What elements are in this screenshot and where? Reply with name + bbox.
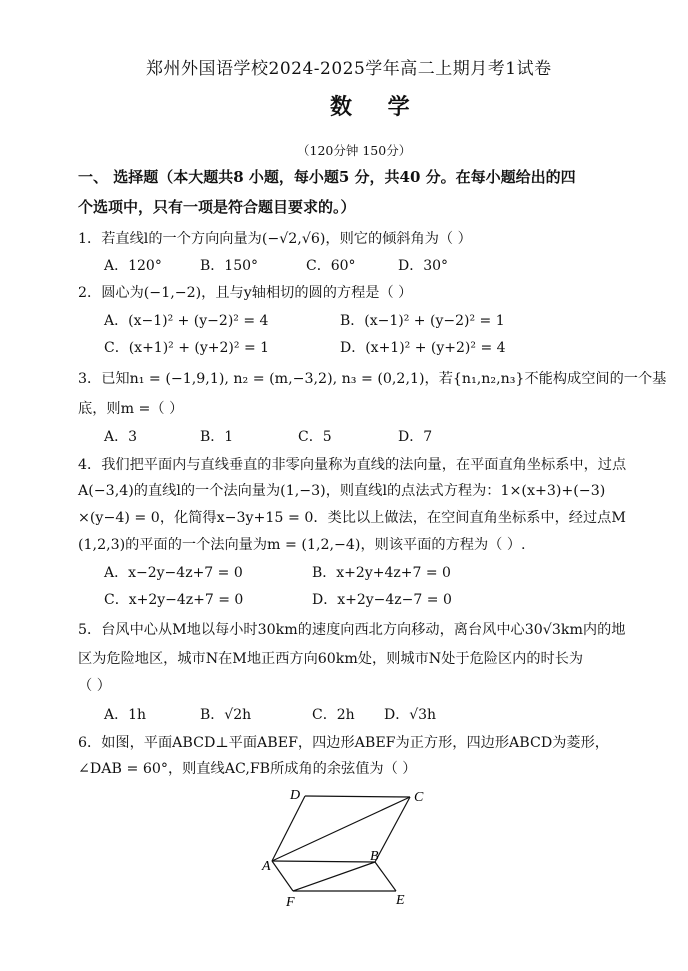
question-3-line2: 底，则m =（ ） — [78, 401, 184, 417]
figure-label-b: B — [370, 849, 379, 864]
question-5-line3: （ ） — [78, 678, 111, 694]
q2-option-c: C．(x+1)² + (y+2)² = 1 — [104, 340, 270, 356]
q3-option-a: A．3 — [104, 429, 138, 445]
q2-option-b: B．(x−1)² + (y−2)² = 1 — [340, 313, 505, 329]
section-heading-line2: 个选项中，只有一项是符合题目要求的。） — [78, 198, 356, 216]
question-4-line2: A(−3,4)的直线l的一个法向量为(1,−3)，则直线l的点法式方程为：1×(x+3)+(−3) — [78, 483, 606, 499]
question-6-line2: ∠DAB = 60°，则直线AC,FB所成角的余弦值为（ ） — [78, 761, 417, 777]
q4-option-b: B．x+2y+4z+7 = 0 — [312, 565, 451, 581]
q1-option-b: B．150° — [200, 258, 259, 274]
q4-option-a: A．x−2y−4z+7 = 0 — [104, 565, 243, 581]
question-4-line4: (1,2,3)的平面的一个法向量为m = (1,2,−4)，则该平面的方程为（ ）. — [78, 537, 526, 553]
figure-label-d: D — [290, 788, 301, 803]
figure-edge-ac — [272, 797, 410, 861]
q3-option-b: B．1 — [200, 429, 234, 445]
figure-edge-ab — [272, 861, 375, 862]
question-2: 2．圆心为(−1,−2)，且与y轴相切的圆的方程是（ ） — [78, 285, 413, 301]
question-6-line1: 6．如图，平面ABCD⊥平面ABEF，四边形ABEF为正方形，四边形ABCD为菱形， — [78, 735, 609, 751]
exam-time: （120分钟 150分） — [297, 143, 412, 158]
q5-option-d: D．√3h — [384, 707, 437, 723]
figure-edge-da — [272, 796, 305, 861]
question-3-line1: 3．已知n₁ = (−1,9,1), n₂ = (m,−3,2), n₃ = (0,2,1)，若{n₁,n₂,n₃}不能构成空间的一个基 — [78, 371, 667, 387]
figure-edge-cb — [375, 797, 410, 862]
q5-option-b: B．√2h — [200, 707, 252, 723]
exam-title: 郑州外国语学校2024-2025学年高二上期月考1试卷 — [146, 59, 552, 79]
q3-option-c: C．5 — [298, 429, 332, 445]
figure-edge-fb — [293, 862, 375, 891]
q1-option-c: C．60° — [306, 258, 356, 274]
q4-option-c: C．x+2y−4z+7 = 0 — [104, 592, 244, 608]
question-4-line1: 4．我们把平面内与直线垂直的非零向量称为直线的法向量，在平面直角坐标系中，过点 — [78, 457, 627, 473]
question-5-line2: 区为危险地区，城市N在M地正西方向60km处，则城市N处于危险区内的时长为 — [78, 651, 584, 667]
section-heading-line1: 一、 选择题（本大题共8 小题，每小题5 分，共40 分。在每小题给出的四 — [78, 168, 576, 186]
figure-label-a: A — [262, 859, 271, 874]
question-1: 1．若直线l的一个方向向量为(−√2,√6)，则它的倾斜角为（ ） — [78, 231, 472, 247]
question-4-line3: ×(y−4) = 0，化简得x−3y+15 = 0．类比以上做法，在空间直角坐标系中，经过点M — [78, 510, 626, 526]
q3-option-d: D．7 — [398, 429, 433, 445]
q1-option-a: A．120° — [104, 258, 162, 274]
q5-option-c: C．2h — [312, 707, 355, 723]
figure-label-e: E — [396, 893, 405, 908]
figure-edge-be — [375, 862, 396, 891]
q5-option-a: A．1h — [104, 707, 147, 723]
q4-option-d: D．x+2y−4z−7 = 0 — [312, 592, 452, 608]
figure-label-f: F — [286, 895, 295, 910]
figure-label-c: C — [414, 790, 424, 805]
question-5-line1: 5．台风中心从M地以每小时30km的速度向西北方向移动，离台风中心30√3km内的地 — [78, 622, 626, 638]
q2-option-a: A．(x−1)² + (y−2)² = 4 — [104, 313, 269, 329]
q1-option-d: D．30° — [398, 258, 449, 274]
q2-option-d: D．(x+1)² + (y+2)² = 4 — [340, 340, 506, 356]
figure-edge-dc — [305, 796, 410, 797]
subject-title: 数 学 — [330, 94, 424, 120]
figure-edge-af — [272, 861, 293, 891]
